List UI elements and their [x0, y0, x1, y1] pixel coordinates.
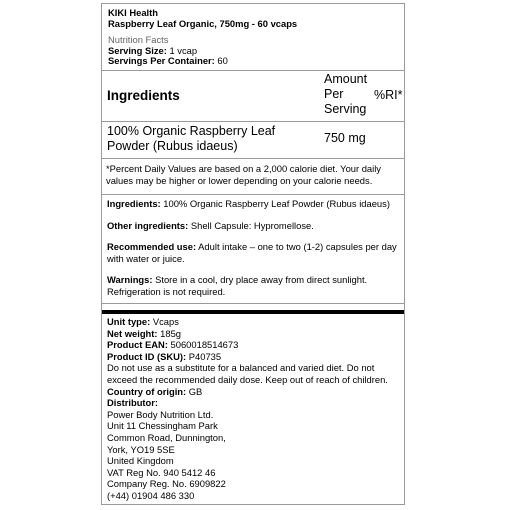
- country-of-origin: Country of origin: GB: [107, 385, 203, 397]
- ingredient-amount: 750 mg: [324, 131, 366, 145]
- distributor-line: Common Road, Dunnington,: [107, 431, 226, 443]
- daily-values-note: *Percent Daily Values are based on a 2,000 calorie diet. Your daily values may be higher or lower depending on your calorie needs.: [106, 163, 381, 186]
- distributor-line: United Kingdom: [107, 455, 174, 467]
- recommended-use-detail: Recommended use: Adult intake – one to two (1-2) capsules per day with water or juice.: [107, 241, 397, 264]
- product-name: Raspberry Leaf Organic, 750mg - 60 vcaps: [108, 17, 298, 29]
- amount-column-heading: Amount Per Serving: [324, 72, 368, 116]
- product-sku: Product ID (SKU): P40735: [107, 350, 222, 362]
- table-row: [102, 122, 404, 158]
- net-weight: Net weight: 185g: [107, 327, 181, 339]
- ingredients-column-heading: Ingredients: [107, 88, 180, 103]
- table-divider: [102, 158, 404, 159]
- distributor-label: Distributor:: [107, 397, 159, 409]
- other-ingredients-detail: Other ingredients: Shell Capsule: Hypromellose.: [107, 219, 314, 231]
- ingredient-name: 100% Organic Raspberry Leaf Powder (Rubus idaeus): [107, 124, 276, 153]
- unit-type: Unit type: Vcaps: [107, 316, 179, 327]
- product-header-panel: [101, 3, 405, 71]
- product-info-panel: [101, 304, 405, 505]
- distributor-line: (+44) 01904 486 330: [107, 489, 195, 501]
- distributor-line: York, YO19 5SE: [107, 443, 175, 455]
- disclaimer: Do not use as a substitute for a balanced and varied diet. Do not exceed the recommended daily dose. Keep out of reach of children.: [107, 362, 388, 385]
- ingredients-detail: Ingredients: 100% Organic Raspberry Leaf Powder (Rubus idaeus): [107, 198, 390, 209]
- details-panel: [101, 195, 405, 304]
- distributor-line: Power Body Nutrition Ltd.: [107, 408, 214, 420]
- distributor-line: Company Reg. No. 6909822: [107, 478, 226, 490]
- ri-column-heading: %RI*: [374, 88, 403, 102]
- table-header-row: [102, 71, 404, 121]
- warnings-detail: Warnings: Store in a cool, dry place away from direct sunlight. Refrigeration is not required.: [107, 274, 368, 297]
- nutrition-table: [101, 71, 405, 195]
- product-ean: Product EAN: 5060018514673: [107, 339, 239, 351]
- serving-size: Serving Size: 1 vcap: [108, 44, 198, 56]
- servings-per-container: Servings Per Container: 60: [108, 55, 228, 67]
- nutrition-facts-label: Nutrition Facts: [108, 34, 169, 46]
- thick-divider: [102, 310, 404, 314]
- distributor-line: Unit 11 Chessingham Park: [107, 420, 218, 432]
- brand-name: KIKI Health: [108, 7, 159, 18]
- distributor-line: VAT Reg No. 940 5412 46: [107, 466, 216, 478]
